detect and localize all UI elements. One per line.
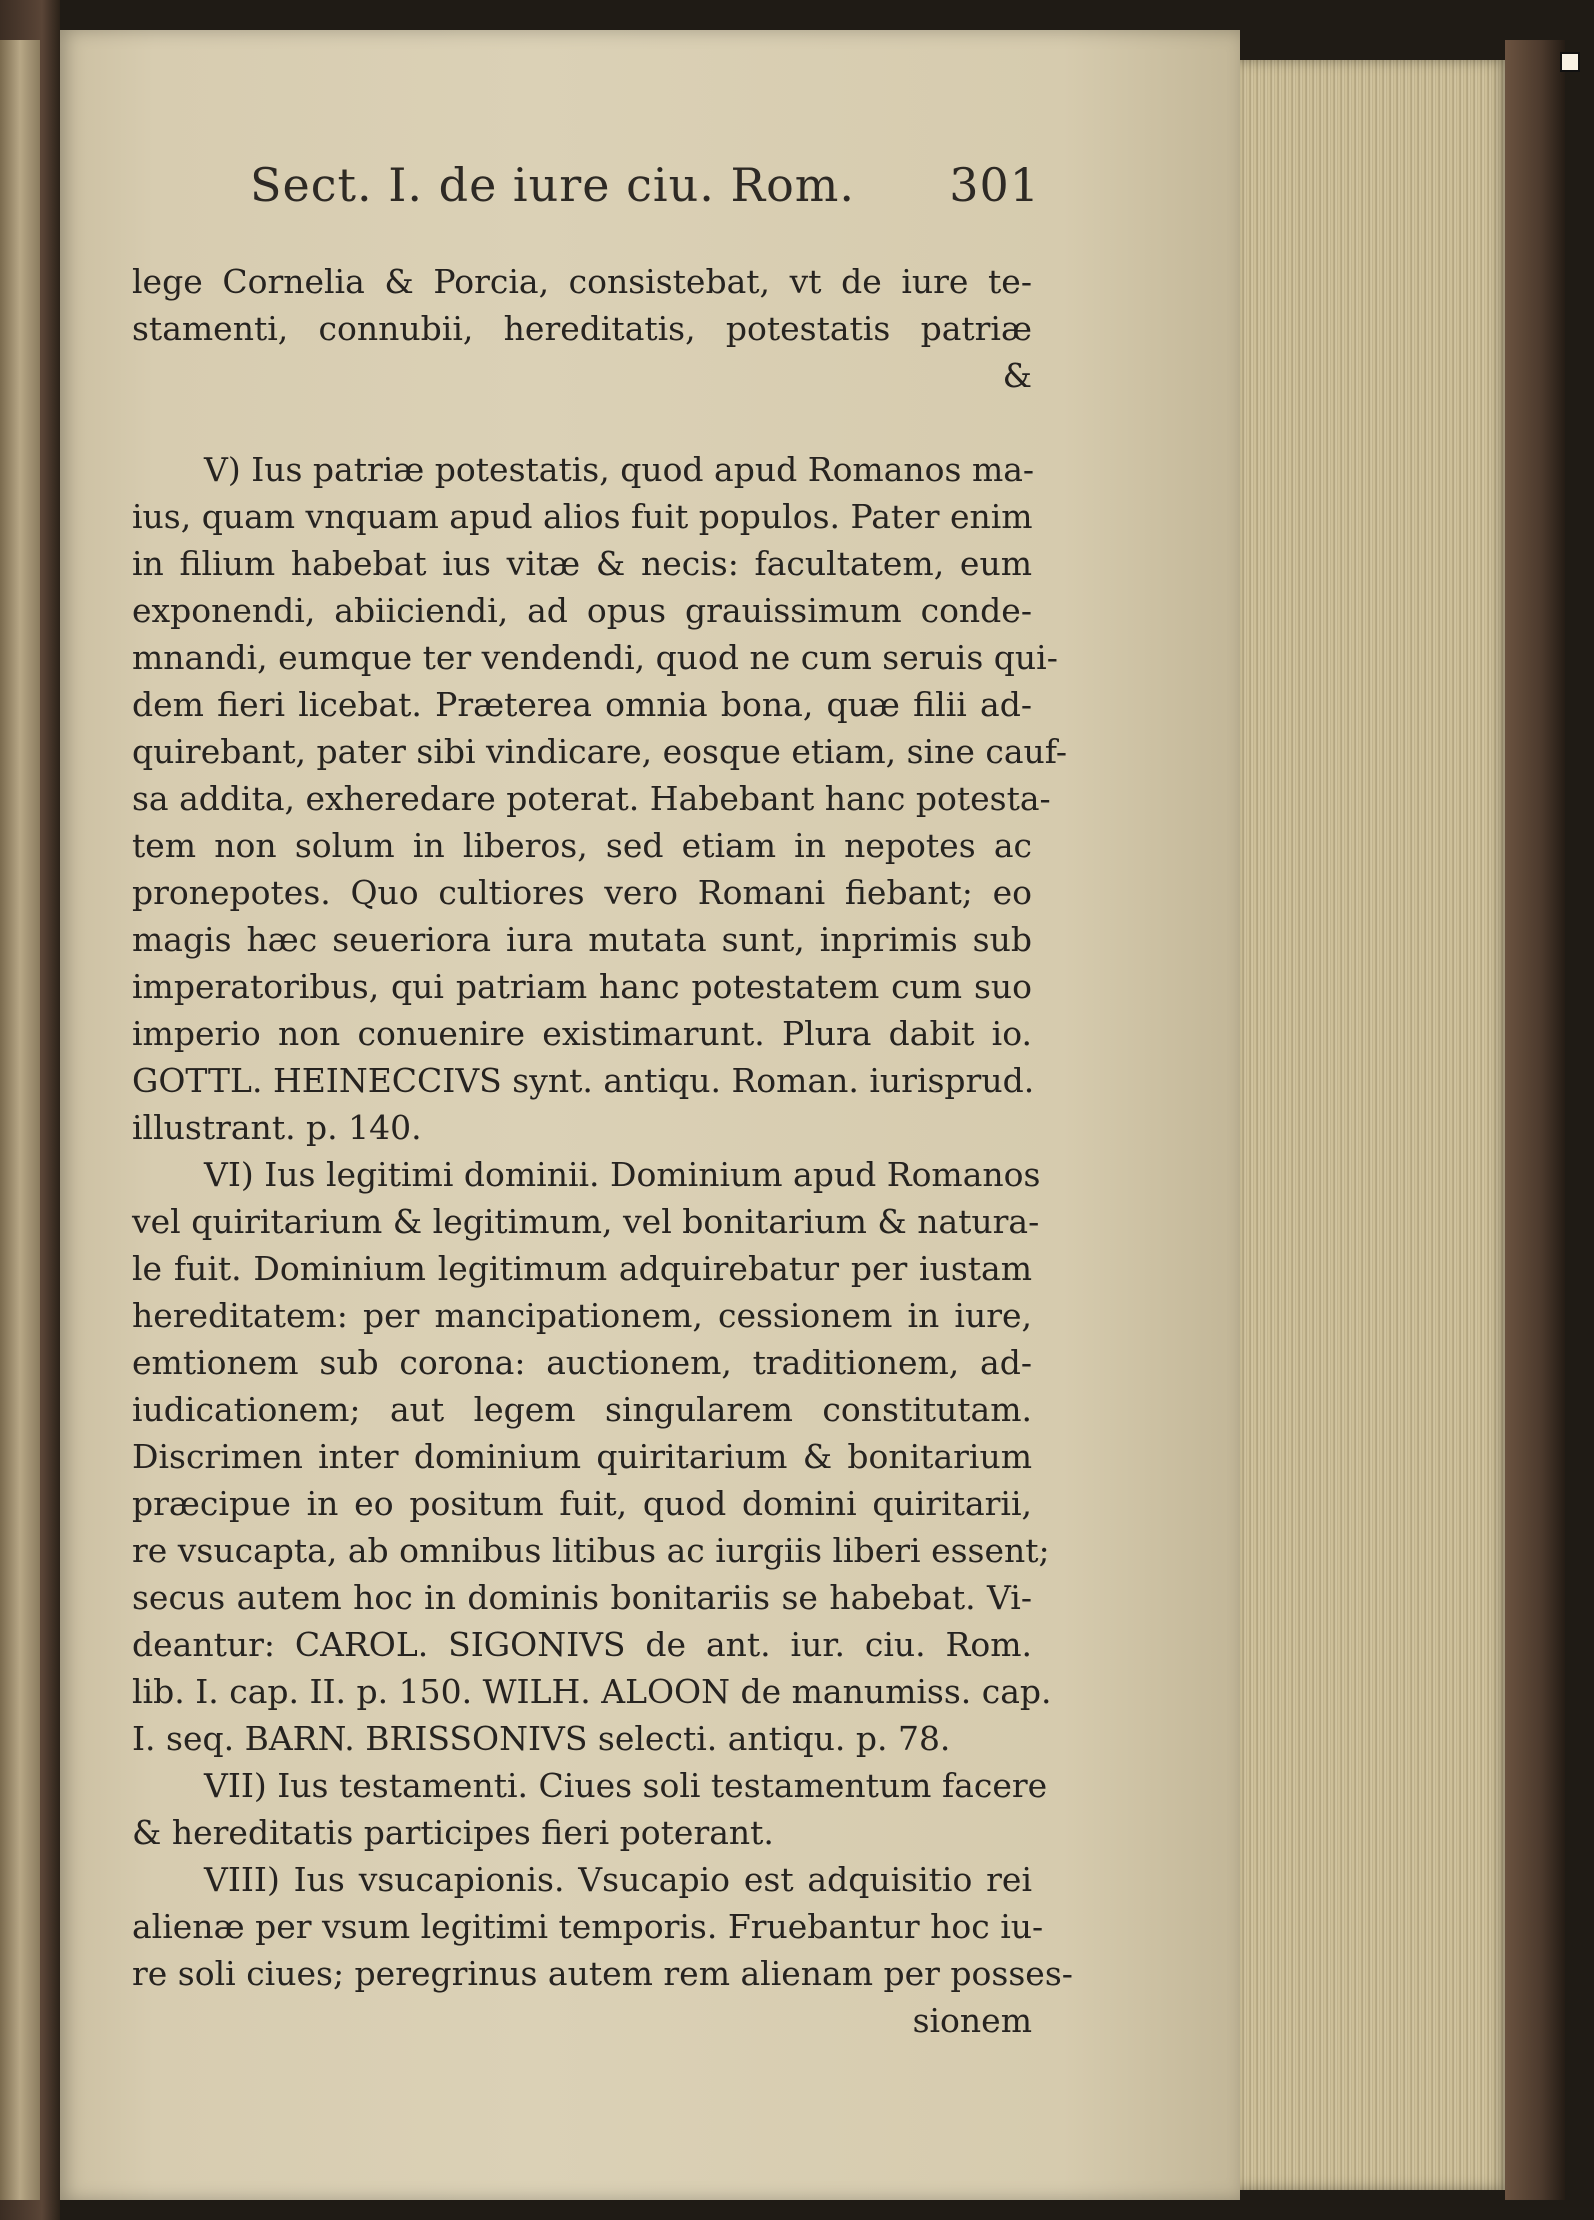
text-line: le fuit. Dominium legitimum adquirebatur per iustam	[132, 1249, 1032, 1288]
page-fore-edges	[1240, 60, 1510, 2190]
text-line: tem non solum in liberos, sed etiam in nepotes ac	[132, 826, 1032, 865]
text-line: VIII) Ius vsucapionis. Vsucapio est adquisitio rei	[204, 1860, 1032, 1899]
back-cover	[1505, 40, 1565, 2200]
text-line: illustrant. p. 140.	[132, 1108, 422, 1147]
text-line: hereditatem: per mancipationem, cessionem in iure,	[132, 1296, 1032, 1335]
text-line: V) Ius patriæ potestatis, quod apud Romanos ma-	[204, 450, 1035, 489]
text-line: dem fieri licebat. Præterea omnia bona, quæ filii ad-	[132, 685, 1032, 724]
text-line: deantur: CAROL. SIGONIVS de ant. iur. ciu. Rom.	[132, 1625, 1032, 1664]
text-line: & hereditatis participes fieri poterant.	[132, 1813, 774, 1852]
text-line: &	[1002, 356, 1032, 395]
text-line: pronepotes. Quo cultiores vero Romani fiebant; eo	[132, 873, 1032, 912]
page-number: 301	[949, 158, 1040, 212]
text-line: vel quiritarium & legitimum, vel bonitarium & natura-	[132, 1202, 1040, 1241]
calibration-square	[1560, 52, 1580, 72]
text-line: sa addita, exheredare poterat. Habebant hanc potesta-	[132, 779, 1051, 818]
text-line: secus autem hoc in dominis bonitariis se habebat. Vi-	[132, 1578, 1032, 1617]
text-line: imperatoribus, qui patriam hanc potestatem cum suo	[132, 967, 1032, 1006]
running-head	[250, 158, 1040, 222]
text-line: imperio non conuenire existimarunt. Plura dabit io.	[132, 1014, 1032, 1053]
text-line: Discrimen inter dominium quiritarium & bonitarium	[132, 1437, 1032, 1476]
running-head-title: Sect. I. de iure ciu. Rom.	[250, 158, 856, 212]
text-line: emtionem sub corona: auctionem, traditionem, ad-	[132, 1343, 1032, 1382]
text-line: alienæ per vsum legitimi temporis. Fruebantur hoc iu-	[132, 1907, 1044, 1946]
text-line: sionem	[912, 2001, 1032, 2040]
text-line: GOTTL. HEINECCIVS synt. antiqu. Roman. iurisprud.	[132, 1061, 1035, 1100]
text-line: stamenti, connubii, hereditatis, potestatis patriæ	[132, 309, 1032, 348]
text-line: præcipue in eo positum fuit, quod domini quiritarii,	[132, 1484, 1032, 1523]
text-line: magis hæc seueriora iura mutata sunt, inprimis sub	[132, 920, 1032, 959]
text-line: lege Cornelia & Porcia, consistebat, vt de iure te-	[132, 262, 1032, 301]
text-line: exponendi, abiiciendi, ad opus grauissimum conde-	[132, 591, 1032, 630]
text-line: quirebant, pater sibi vindicare, eosque etiam, sine cauf-	[132, 732, 1067, 771]
text-line: re vsucapta, ab omnibus litibus ac iurgiis liberi essent;	[132, 1531, 1050, 1570]
text-line: ius, quam vnquam apud alios fuit populos. Pater enim	[132, 497, 1033, 536]
left-page-edge	[0, 40, 40, 2200]
text-line: in filium habebat ius vitæ & necis: facultatem, eum	[132, 544, 1032, 583]
text-line: VI) Ius legitimi dominii. Dominium apud Romanos	[204, 1155, 1041, 1194]
text-line: VII) Ius testamenti. Ciues soli testamentum facere	[204, 1766, 1048, 1805]
text-line: mnandi, eumque ter vendendi, quod ne cum seruis qui-	[132, 638, 1058, 677]
text-line: re soli ciues; peregrinus autem rem alienam per posses-	[132, 1954, 1073, 1993]
text-line: I. seq. BARN. BRISSONIVS selecti. antiqu. p. 78.	[132, 1719, 951, 1758]
text-line: iudicationem; aut legem singularem constitutam.	[132, 1390, 1032, 1429]
text-line: lib. I. cap. II. p. 150. WILH. ALOON de manumiss. cap.	[132, 1672, 1052, 1711]
